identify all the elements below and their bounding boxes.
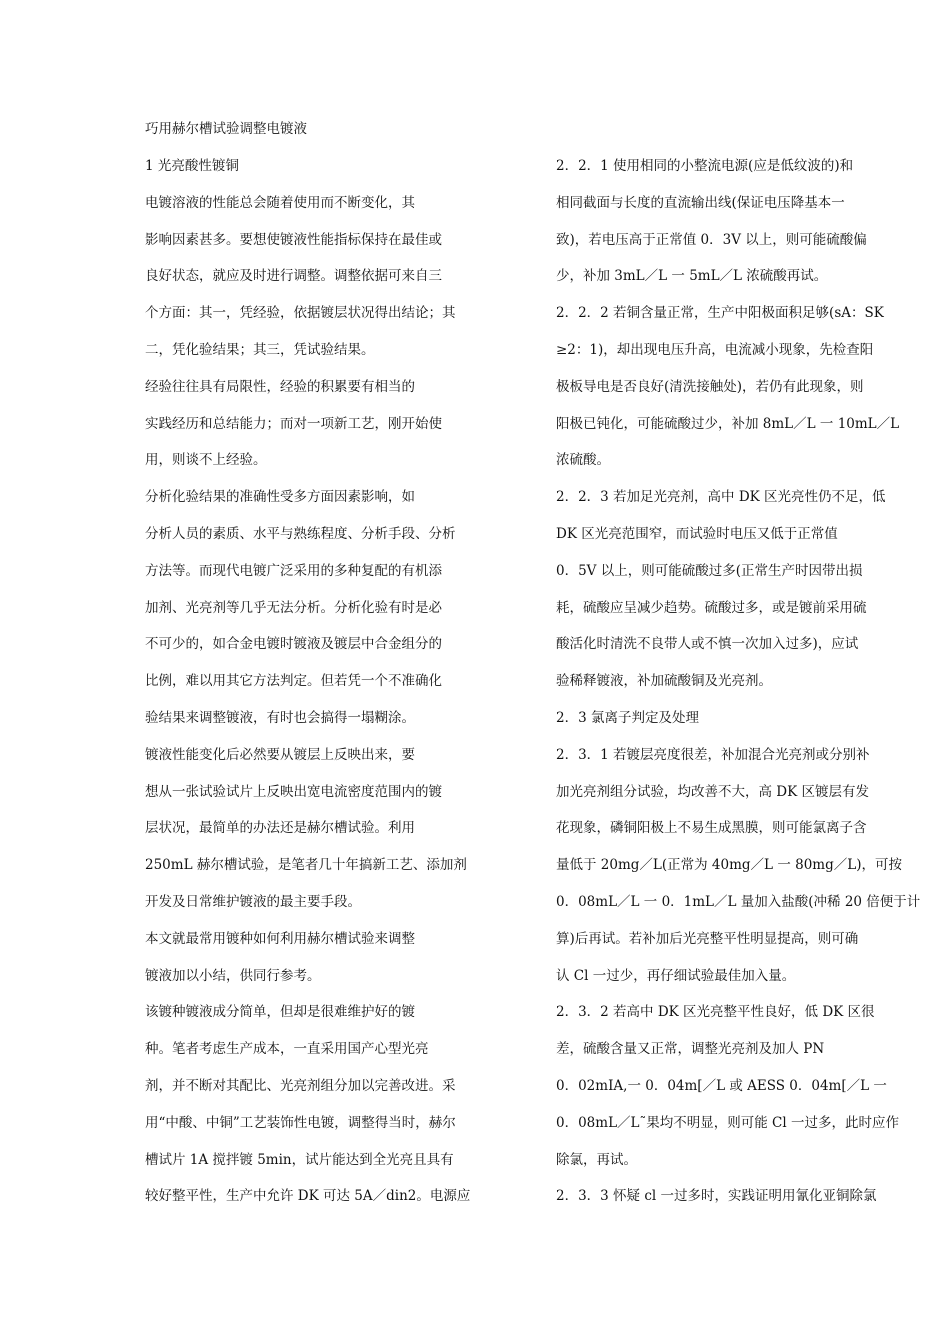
left-column-text-line: 镀液性能变化后必然要从镀层上反映出来，要: [145, 746, 415, 763]
right-column-text-line: DK 区光亮范围窄，而试验时电压又低于正常值: [556, 525, 838, 542]
left-column-text-line: 良好状态，就应及时进行调整。调整依据可来自三: [145, 268, 442, 285]
left-column-text-line: 本文就最常用镀种如何利用赫尔槽试验来调整: [145, 930, 415, 947]
right-column-text-line: 认 Cl 一过少，再仔细试验最佳加入量。: [556, 967, 796, 984]
right-column-text-line: 极板导电是否良好(清洗接触处)，若仍有此现象，则: [556, 378, 864, 395]
right-column-text-line: 酸活化时清洗不良带人或不慎一次加入过多)，应试: [556, 636, 859, 653]
left-column-text-line: 个方面：其一，凭经验，依据镀层状况得出结论；其: [145, 305, 456, 322]
right-column-text-line: 量低于 20mg／L(正常为 40mg／L 一 80mg／L)，可按: [556, 857, 902, 874]
right-column: [556, 155, 921, 1222]
left-column-text-line: 比例，难以用其它方法判定。但若凭一个不准确化: [145, 673, 442, 690]
left-column-text-line: 用，则谈不上经验。: [145, 452, 267, 469]
right-column-text-line: 0．08mL／L 一 0．1mL／L 量加入盐酸(冲稀 20 倍便于计: [556, 893, 921, 910]
right-column-text-line: 0．02mIA,一 0．04m[／L 或 AESS 0．04m[／L 一: [556, 1077, 887, 1094]
left-column-text-line: 该镀种镀液成分简单，但却是很难维护好的镀: [145, 1004, 415, 1021]
right-column-text-line: 加光亮剂组分试验，均改善不大，高 DK 区镀层有发: [556, 783, 869, 800]
left-column-text-line: 方法等。而现代电镀广泛采用的多种复配的有机添: [145, 562, 442, 579]
left-column-text-line: 不可少的，如合金电镀时镀液及镀层中合金组分的: [145, 636, 442, 653]
left-column-text-line: 槽试片 1A 搅拌镀 5min，试片能达到全光亮且具有: [145, 1151, 454, 1168]
left-column-text-line: 经验往往具有局限性，经验的积累要有相当的: [145, 378, 415, 395]
left-column-text-line: 想从一张试验试片上反映出宽电流密度范围内的镀: [145, 783, 442, 800]
right-column-text-line: 除氯，再试。: [556, 1151, 637, 1168]
right-column-text-line: 相同截面与长度的直流输出线(保证电压降基本一: [556, 194, 845, 211]
right-column-text-line: 2．2．1 使用相同的小整流电源(应是低纹波的)和: [556, 158, 854, 174]
right-column-text-line: 浓硫酸。: [556, 452, 610, 469]
right-column-text-line: 差，硫酸含量又正常，调整光亮剂及加人 PN: [556, 1041, 825, 1058]
right-column-text-line: 少，补加 3mL／L 一 5mL／L 浓硫酸再试。: [556, 268, 828, 285]
left-column-text-line: 影响因素甚多。要想使镀液性能指标保持在最佳或: [145, 231, 442, 248]
left-column-text-line: 较好整平性，生产中允许 DK 可达 5A／din2。电源应: [145, 1188, 471, 1205]
right-column-text-line: 2．3．1 若镀层亮度很差，补加混合光亮剂或分别补: [556, 746, 870, 763]
left-column-text-line: 加剂、光亮剂等几乎无法分析。分析化验有时是必: [145, 599, 442, 616]
left-column-text-line: 剂，并不断对其配比、光亮剂组分加以完善改进。采: [145, 1077, 456, 1094]
right-column-text-line: 0．5V 以上，则可能硫酸过多(正常生产时因带出损: [556, 562, 863, 579]
right-column-text-line: 花现象，磷铜阳极上不易生成黑膜，则可能氯离子含: [556, 820, 867, 837]
right-column-text-line: 2．3．3 怀疑 cl 一过多时，实践证明用氰化亚铜除氯: [556, 1188, 877, 1205]
right-column-text-line: 致)，若电压高于正常值 0．3V 以上，则可能硫酸偏: [556, 231, 867, 248]
left-column-text-line: 250mL 赫尔槽试验，是笔者几十年搞新工艺、添加剂: [145, 857, 467, 874]
left-column-text-line: 镀液加以小结，供同行参考。: [145, 967, 321, 984]
left-column-text-line: 实践经历和总结能力；而对一项新工艺，刚开始使: [145, 415, 442, 432]
right-column-text-line: 阳极已钝化，可能硫酸过少，补加 8mL／L 一 10mL／L: [556, 415, 900, 432]
right-column-text-line: 2．2．3 若加足光亮剂，高中 DK 区光亮性仍不足，低: [556, 489, 886, 506]
right-column-text-line: 2．3 氯离子判定及处理: [556, 709, 699, 726]
left-column-text-line: 分析化验结果的准确性受多方面因素影响，如: [145, 489, 415, 506]
left-column-text-line: 种。笔者考虑生产成本，一直采用国产心型光亮: [145, 1041, 429, 1058]
left-column-text-line: 电镀溶液的性能总会随着使用而不断变化，其: [145, 194, 415, 211]
left-column-text-line: 1 光亮酸性镀铜: [145, 158, 239, 174]
left-column-text-line: 分析人员的素质、水平与熟练程度、分析手段、分析: [145, 525, 456, 542]
right-column-text-line: 2．3．2 若高中 DK 区光亮整平性良好，低 DK 区很: [556, 1004, 875, 1021]
right-column-text-line: 验稀释镀液，补加硫酸铜及光亮剂。: [556, 673, 772, 690]
right-column-text-line: 算)后再试。若补加后光亮整平性明显提高，则可确: [556, 930, 859, 947]
document-title: 巧用赫尔槽试验调整电镀液: [145, 121, 307, 137]
right-column-text-line: 2．2．2 若铜含量正常，生产中阳极面积足够(sA：SK: [556, 305, 884, 322]
left-column-text-line: 验结果来调整镀液，有时也会搞得一塌糊涂。: [145, 709, 415, 726]
left-column-text-line: 用“中酸、中铜”工艺装饰性电镀，调整得当时，赫尔: [145, 1114, 456, 1131]
left-column-text-line: 二，凭化验结果；其三，凭试验结果。: [145, 341, 375, 358]
right-column-text-line: ≥2：1)，却出现电压升高，电流减小现象，先检查阳: [556, 341, 874, 358]
left-column-text-line: 开发及日常维护镀液的最主要手段。: [145, 893, 361, 910]
right-column-text-line: 0．08mL／L˜果均不明显，则可能 Cl 一过多，此时应作: [556, 1114, 899, 1131]
right-column-text-line: 耗，硫酸应呈减少趋势。硫酸过多，或是镀前采用硫: [556, 599, 867, 616]
left-column: [145, 155, 490, 1222]
left-column-text-line: 层状况，最简单的办法还是赫尔槽试验。利用: [145, 820, 415, 837]
